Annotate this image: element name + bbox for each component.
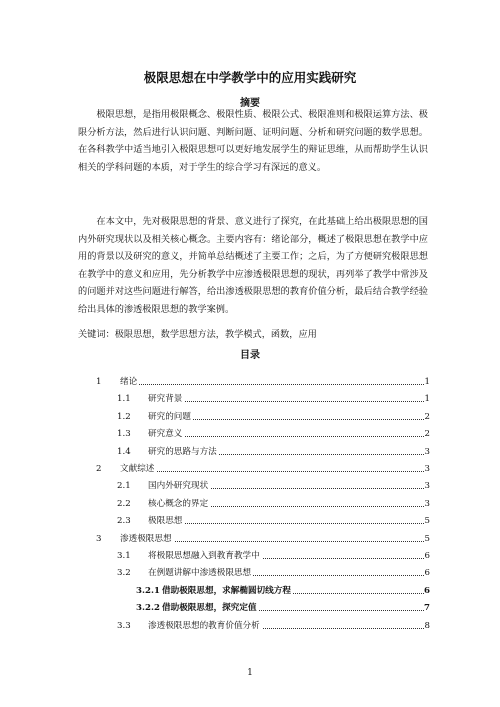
- toc-entry[interactable]: [0, 410, 500, 424]
- toc-entry-number: 3.1: [117, 551, 131, 561]
- toc-entry[interactable]: [0, 514, 500, 528]
- toc-entry-page: 3: [424, 446, 430, 457]
- toc-entry-leader: [120, 471, 424, 472]
- toc-entry-label: 文献综述: [120, 464, 155, 474]
- toc-entry-label: 渗透极限思想的教育价值分析: [148, 620, 260, 631]
- toc-entry-label: 借助极限思想，探究定值: [162, 603, 257, 614]
- toc-entry-number: 1: [96, 377, 102, 387]
- toc-entry-page: 2: [424, 411, 430, 422]
- toc-entry-number: 2.2: [117, 498, 131, 509]
- toc-entry-page: 5: [424, 533, 430, 544]
- toc-entry[interactable]: [0, 479, 500, 493]
- toc-entry-page: 3: [424, 481, 430, 492]
- toc-entry-number: 1.3: [117, 429, 131, 440]
- toc-entry-leader: [120, 384, 424, 385]
- toc-entry-number: 3.2.2: [136, 603, 160, 614]
- toc-entry-number: 3.2.1: [136, 585, 160, 596]
- toc-entry-label: 绪论: [120, 377, 138, 387]
- toc-entry[interactable]: [0, 619, 500, 633]
- toc-entry[interactable]: [0, 566, 500, 580]
- toc-entry-page: 6: [424, 568, 430, 579]
- toc-entry-label: 国内外研究现状: [148, 481, 209, 492]
- toc-entry[interactable]: [0, 601, 500, 615]
- toc-entry-leader: [148, 523, 424, 524]
- toc-entry-number: 2.3: [117, 516, 131, 527]
- toc-entry-page: 6: [424, 551, 430, 561]
- toc-entry-number: 3.3: [117, 620, 131, 631]
- toc-entry-page: 1: [424, 394, 430, 405]
- toc-entry[interactable]: [0, 375, 500, 389]
- toc-entry-label: 将极限思想融入到教育教学中: [148, 551, 260, 561]
- toc-entry[interactable]: [0, 445, 500, 459]
- toc-entry-page: 8: [424, 620, 430, 631]
- toc-entry-number: 1.2: [117, 411, 131, 422]
- keywords-line: 关键词：极限思想，数学思想方法，教学模式，函数，应用: [78, 329, 317, 340]
- toc-entry-page: 1: [424, 377, 430, 387]
- toc-entry[interactable]: [0, 427, 500, 441]
- abstract-paragraph-1: 极限思想，是指用极限概念、极限性质、极限公式、极限准则和极限运算方法、极限分析方法，然后进行认识问题、判断问题、证明问题、分析和研究问题的数学思想。在各科教学中适当地引入极限思想可以更好地发展学生的辩证思维，从而帮助学生认识相关的学科问题的本质，对于学生的综合学习有深远的意义。: [78, 109, 428, 173]
- toc-entry[interactable]: [0, 497, 500, 511]
- toc-entry-label: 在例题讲解中渗透极限思想: [148, 568, 252, 579]
- toc-entry[interactable]: [0, 549, 500, 563]
- toc-entry[interactable]: [0, 532, 500, 546]
- toc-entry-page: 6: [424, 585, 430, 596]
- toc-entry-label: 研究背景: [148, 394, 183, 405]
- paper-title: 极限思想在中学教学中的应用实践研究: [143, 70, 357, 85]
- toc-entry-page: 3: [424, 498, 430, 509]
- abstract-paragraph-2: 在本文中，先对极限思想的背景、意义进行了探究，在此基础上给出极限思想的国内外研究现状以及相关核心概念。主要内容有：绪论部分，概述了极限思想在教学中应用的背景以及研究的意义，并简单总结概述了主要工作；之后，为了方便研究极限思想在教学中的意义和应用，先分析教学中应渗透极限思想的现状，再列举了教学中常涉及的问题并对这些问题进行解答，给出渗透极限思想的教育价值分析，最后结合教学经验给出具体的渗透极限思想的教学案例。: [78, 216, 428, 315]
- toc-entry-number: 1.4: [117, 446, 131, 457]
- toc-entry-label: 研究的思路与方法: [148, 446, 217, 457]
- toc-entry-number: 3: [96, 533, 102, 544]
- toc-entry[interactable]: [0, 462, 500, 476]
- toc-entry-page: 2: [424, 429, 430, 440]
- toc-entry[interactable]: [0, 392, 500, 406]
- toc-entry-page: 3: [424, 464, 430, 474]
- toc-entry-label: 研究的问题: [148, 411, 191, 422]
- toc-entry-label: 渗透极限思想: [120, 533, 172, 544]
- toc-heading: 目录: [240, 350, 260, 361]
- toc-entry-label: 核心概念的界定: [148, 498, 209, 509]
- toc-entry-number: 2.1: [117, 481, 131, 492]
- toc-entry-leader: [148, 401, 424, 402]
- toc-entry-leader: [148, 436, 424, 437]
- page-number: 1: [247, 668, 253, 678]
- toc-entry-number: 1.1: [117, 394, 131, 405]
- toc-entry-label: 研究意义: [148, 429, 183, 440]
- toc-entry-label: 极限思想: [148, 516, 183, 527]
- abstract-heading: 摘要: [240, 98, 260, 109]
- toc-entry[interactable]: [0, 584, 500, 598]
- toc-entry-label: 借助极限思想，求解椭圆切线方程: [162, 585, 291, 596]
- toc-entry-number: 3.2: [117, 568, 131, 579]
- toc-entry-number: 2: [96, 464, 102, 474]
- toc-entry-page: 7: [424, 603, 430, 614]
- toc-entry-page: 5: [424, 516, 430, 527]
